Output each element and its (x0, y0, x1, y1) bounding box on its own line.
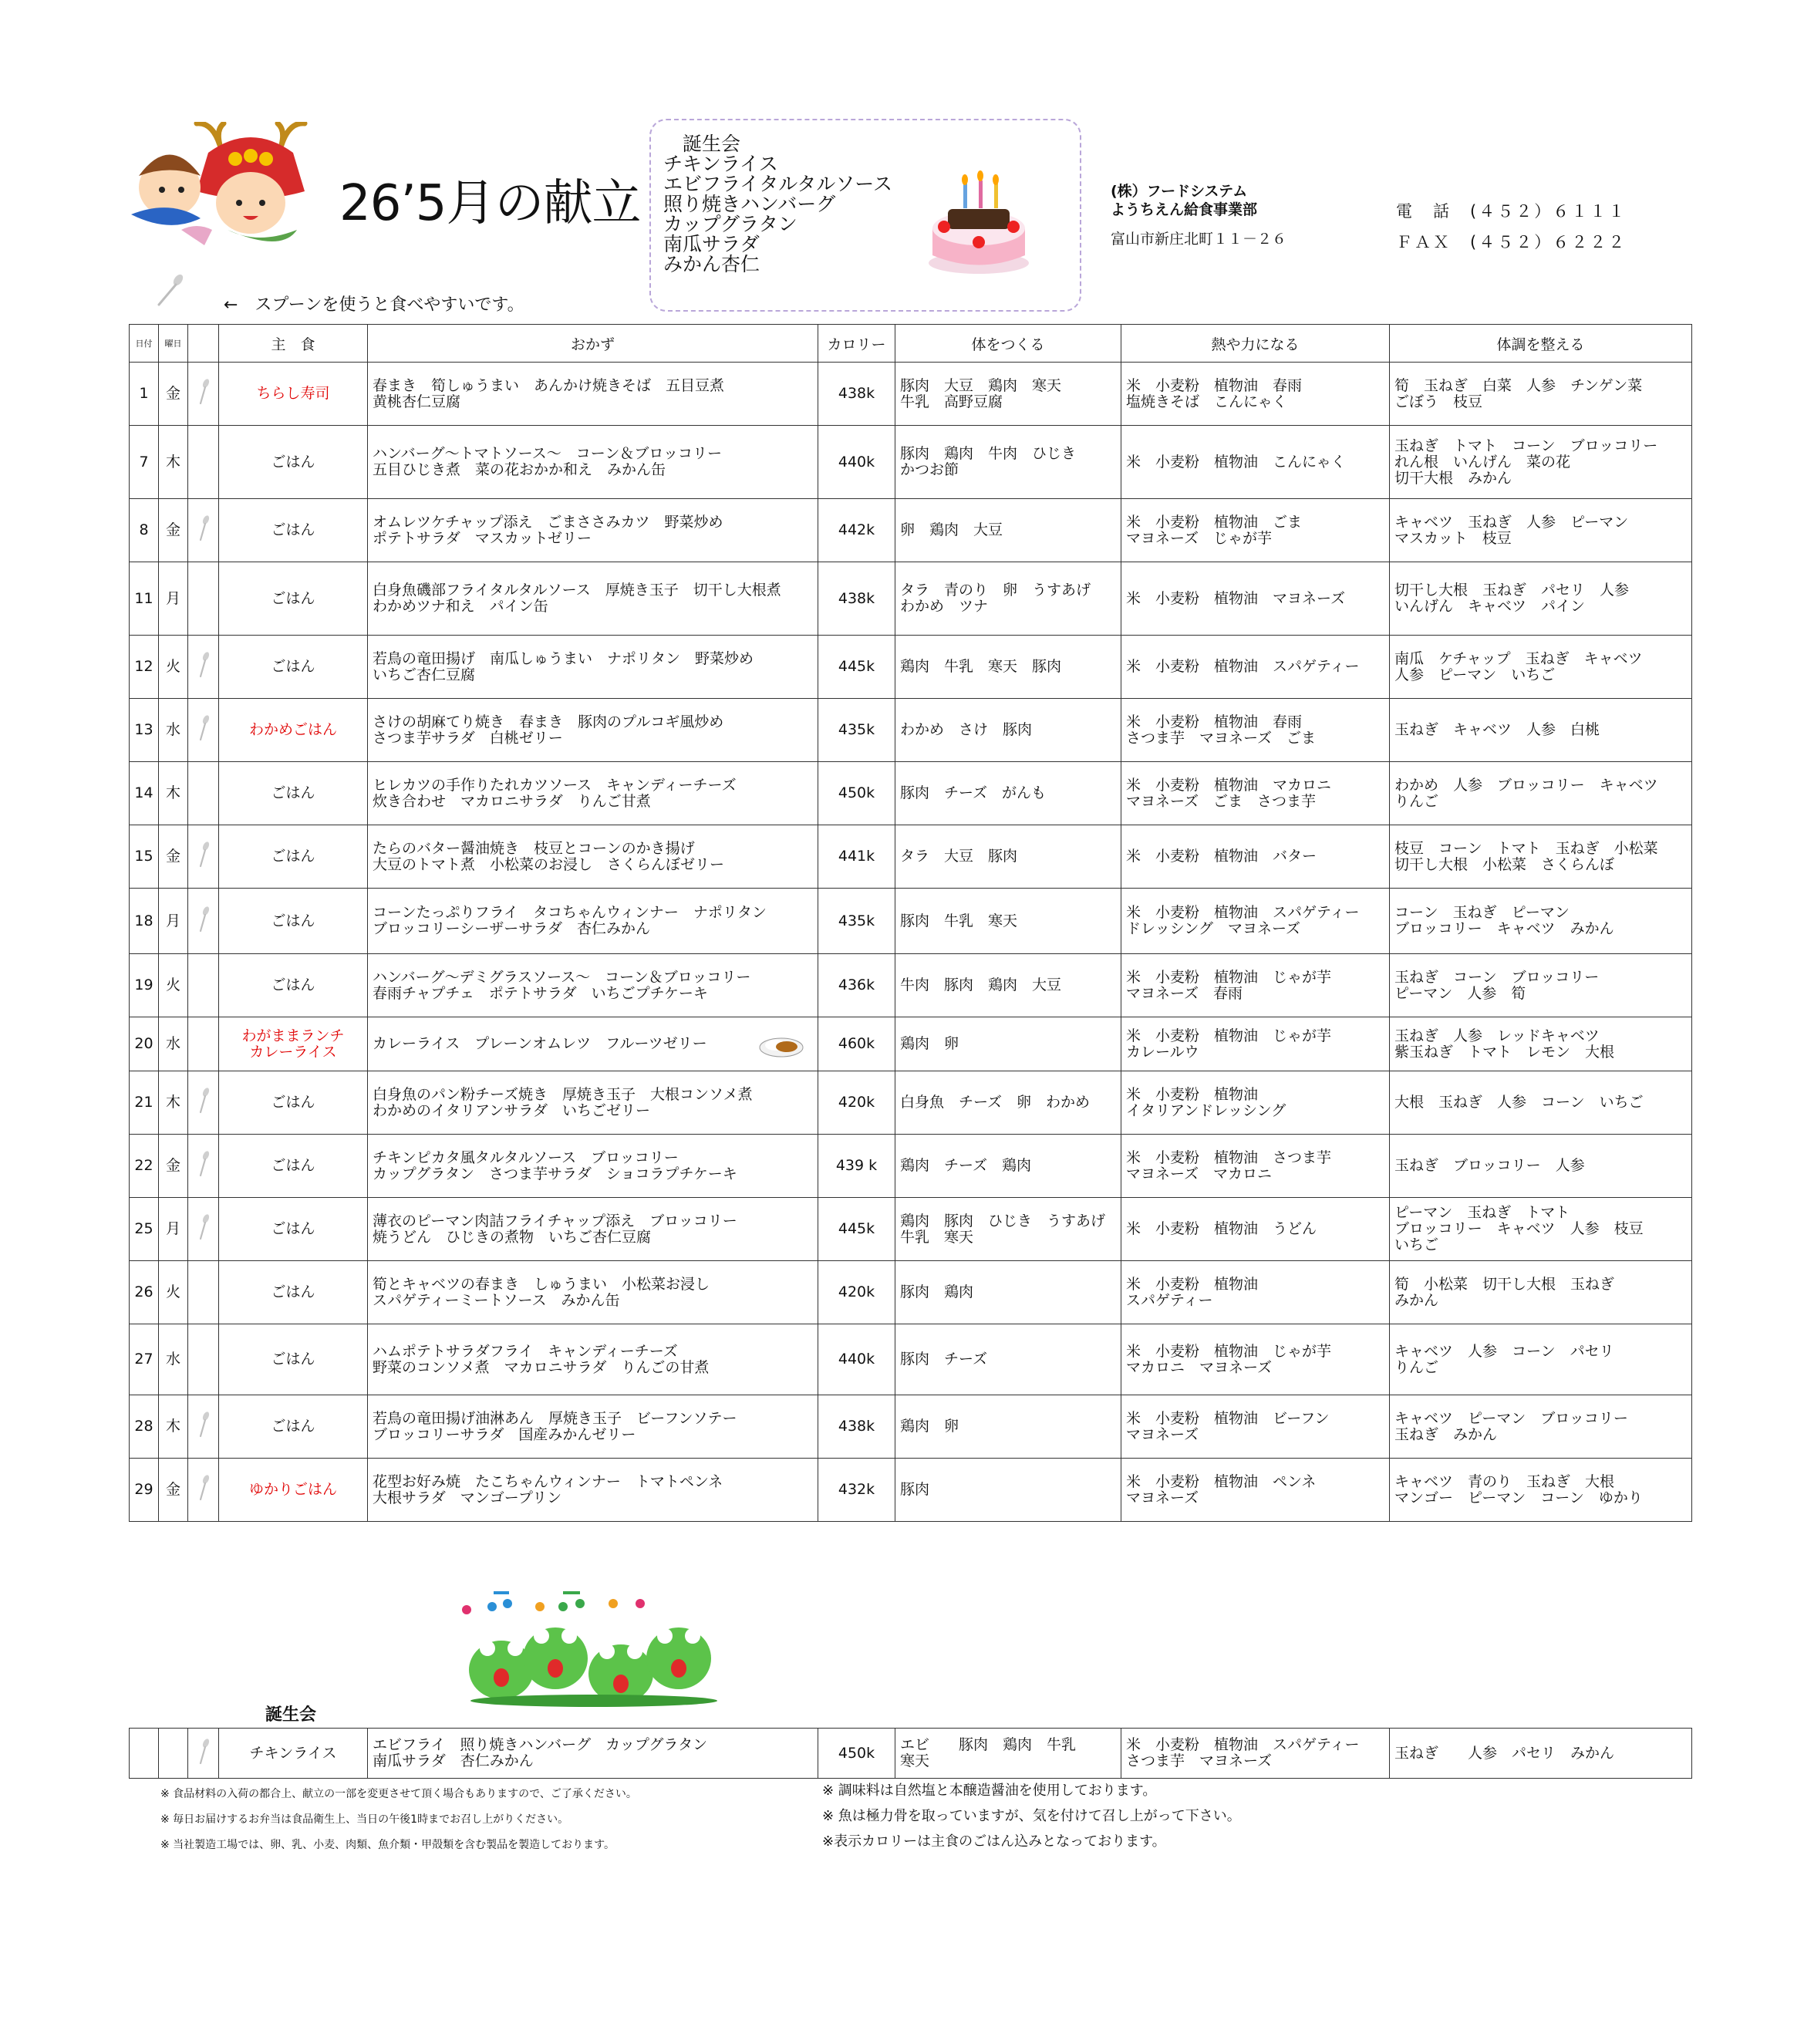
staple-cell: ごはん (219, 1071, 368, 1135)
company-info (1111, 182, 1286, 248)
spoon-icon (197, 379, 210, 405)
spoon-icon (197, 1475, 210, 1501)
conditioning-cell: 枝豆 コーン トマト 玉ねぎ 小松菜 切干し大根 小松菜 さくらんぼ (1390, 825, 1692, 889)
date-cell: 12 (130, 636, 159, 699)
footnote: ※ 食品材料の入荷の都合上、献立の一部を変更させて頂く場合もありますので、ご了承ください。 (160, 1788, 637, 1800)
spoon-icon (197, 652, 210, 678)
side-dishes-text: ハムポテトサラダフライ キャンディーチーズ 野菜のコンソメ煮 マカロニサラダ りんごの甘煮 (373, 1342, 710, 1376)
page-title: 26’5月の献立 (339, 175, 641, 232)
calorie-cell: 440k (818, 426, 895, 499)
birthday-cake-illustration (921, 167, 1037, 282)
staple-cell: ごはん (219, 1261, 368, 1324)
spoon-icon (197, 515, 210, 541)
calorie-cell: 438k (818, 562, 895, 636)
calorie-cell: 460k (818, 1017, 895, 1071)
footnotes-right (822, 1778, 1241, 1854)
staple-cell: ごはん (219, 762, 368, 825)
calorie-cell: 438k (818, 363, 895, 426)
company-dept: ようちえん給食事業部 (1111, 201, 1258, 218)
spoon-cell (188, 889, 219, 954)
conditioning-cell: キャベツ 玉ねぎ 人参 ピーマン マスカット 枝豆 (1390, 499, 1692, 562)
staple-cell: ごはん (219, 1198, 368, 1261)
date-cell: 7 (130, 426, 159, 499)
energy-cell: 米 小麦粉 植物油 じゃが芋 マカロニ マヨネーズ (1121, 1324, 1390, 1395)
weekday-cell: 木 (159, 1071, 188, 1135)
footnote: ※ 調味料は自然塩と本醸造醤油を使用しております。 (822, 1783, 1157, 1799)
weekday-cell: 金 (159, 1459, 188, 1522)
side-dishes-text: 白身魚のパン粉チーズ焼き 厚焼き玉子 大根コンソメ煮 わかめのイタリアンサラダ いちごゼリー (373, 1085, 753, 1119)
body-building-cell: 豚肉 鶏肉 牛肉 ひじき かつお節 (895, 426, 1121, 499)
side-dishes-cell (368, 1017, 818, 1071)
menu-row (130, 363, 1692, 426)
weekday-cell: 月 (159, 889, 188, 954)
energy-cell: 米 小麦粉 植物油 ペンネ マヨネーズ (1121, 1459, 1390, 1522)
side-dishes-text: チキンピカタ風タルタルソース ブロッコリー カップグラタン さつま芋サラダ ショコラプチケーキ (373, 1148, 737, 1182)
body-building-cell: 豚肉 (895, 1459, 1121, 1522)
header-body-building: 体をつくる (895, 325, 1121, 363)
date-cell: 29 (130, 1459, 159, 1522)
conditioning-cell: 玉ねぎ トマト コーン ブロッコリー れん根 いんげん 菜の花 切干大根 みかん (1390, 426, 1692, 499)
menu-row (130, 699, 1692, 762)
side-dishes-cell (368, 499, 818, 562)
header-spoon (188, 325, 219, 363)
spoon-cell (188, 1395, 219, 1459)
conditioning-cell: 大根 玉ねぎ 人参 コーン いちご (1390, 1071, 1692, 1135)
side-dishes-text: カレーライス プレーンオムレツ フルーツゼリー (373, 1035, 707, 1052)
body-building-cell: 豚肉 チーズ がんも (895, 762, 1121, 825)
conditioning-cell: 玉ねぎ キャベツ 人参 白桃 (1390, 699, 1692, 762)
body-building-cell: 鶏肉 チーズ 鶏肉 (895, 1135, 1121, 1198)
energy-cell: 米 小麦粉 植物油 じゃが芋 マヨネーズ 春雨 (1121, 954, 1390, 1017)
staple-cell: ごはん (219, 499, 368, 562)
birthday-menu-item: みかん杏仁 (663, 253, 760, 275)
conditioning-cell: 南瓜 ケチャップ 玉ねぎ キャベツ 人参 ピーマン いちご (1390, 636, 1692, 699)
weekday-cell: 木 (159, 426, 188, 499)
side-dishes-cell (368, 699, 818, 762)
calorie-cell: 436k (818, 954, 895, 1017)
side-dishes-cell (368, 636, 818, 699)
menu-row (130, 1261, 1692, 1324)
date-cell: 13 (130, 699, 159, 762)
weekday-cell: 木 (159, 762, 188, 825)
date-cell: 26 (130, 1261, 159, 1324)
side-dishes-cell (368, 1198, 818, 1261)
body-building-cell: 鶏肉 卵 (895, 1017, 1121, 1071)
spoon-cell (188, 1135, 219, 1198)
side-dishes-cell (368, 1324, 818, 1395)
spoon-icon (197, 906, 210, 933)
energy-cell: 米 小麦粉 植物油 イタリアンドレッシング (1121, 1071, 1390, 1135)
menu-row (130, 1135, 1692, 1198)
conditioning-cell: 玉ねぎ コーン ブロッコリー ピーマン 人参 筍 (1390, 954, 1692, 1017)
energy-cell: 米 小麦粉 植物油 うどん (1121, 1198, 1390, 1261)
energy-cell: 米 小麦粉 植物油 ごま マヨネーズ じゃが芋 (1121, 499, 1390, 562)
spoon-icon (197, 842, 210, 868)
birthday-menu-item: 照り焼きハンバーグ (663, 193, 836, 215)
energy-cell: 米 小麦粉 植物油 春雨 塩焼きそば こんにゃく (1121, 363, 1390, 426)
menu-row (130, 636, 1692, 699)
side-dishes-text: 筍とキャベツの春まき しゅうまい 小松菜お浸し スパゲティーミートソース みかん缶 (373, 1275, 710, 1309)
side-dishes-cell (368, 1261, 818, 1324)
weekday-cell: 水 (159, 699, 188, 762)
birthday-menu-box (649, 119, 1081, 312)
spoon-icon (197, 715, 210, 741)
staple-cell: ごはん (219, 562, 368, 636)
calorie-cell: 442k (818, 499, 895, 562)
energy-cell: 米 小麦粉 植物油 ビーフン マヨネーズ (1121, 1395, 1390, 1459)
weekday-cell: 金 (159, 499, 188, 562)
date-cell: 8 (130, 499, 159, 562)
side-dishes-cell (368, 1459, 818, 1522)
birthday-weekday-cell (159, 1729, 188, 1779)
birthday-main-cell: チキンライス (219, 1729, 368, 1779)
staple-cell: ごはん (219, 889, 368, 954)
birthday-menu-item: エビフライタルタルソース (663, 173, 893, 195)
conditioning-cell: わかめ 人参 ブロッコリー キャベツ りんご (1390, 762, 1692, 825)
header-side-dishes: おかず (368, 325, 818, 363)
side-dishes-cell (368, 825, 818, 889)
conditioning-cell: 筍 小松菜 切干し大根 玉ねぎ みかん (1390, 1261, 1692, 1324)
side-dishes-cell (368, 1135, 818, 1198)
footnote: ※ 毎日お届けするお弁当は食品衛生上、当日の午後1時までお召し上がりください。 (160, 1813, 569, 1826)
calorie-cell: 445k (818, 1198, 895, 1261)
date-cell: 1 (130, 363, 159, 426)
energy-cell: 米 小麦粉 植物油 スパゲティー ドレッシング マヨネーズ (1121, 889, 1390, 954)
menu-row (130, 1395, 1692, 1459)
spoon-cell (188, 1261, 219, 1324)
side-dishes-cell (368, 363, 818, 426)
energy-cell: 米 小麦粉 植物油 マカロニ マヨネーズ ごま さつま芋 (1121, 762, 1390, 825)
menu-row (130, 1459, 1692, 1522)
spoon-icon (197, 1739, 210, 1765)
menu-row (130, 1198, 1692, 1261)
side-dishes-text: コーンたっぷりフライ タコちゃんウィンナー ナポリタン ブロッコリーシーザーサラダ 杏仁みかん (373, 904, 767, 937)
menu-row (130, 562, 1692, 636)
staple-cell: ごはん (219, 954, 368, 1017)
energy-cell: 米 小麦粉 植物油 じゃが芋 カレールウ (1121, 1017, 1390, 1071)
menu-row (130, 825, 1692, 889)
side-dishes-cell (368, 889, 818, 954)
menu-row (130, 762, 1692, 825)
company-name: (株）フードシステム (1111, 183, 1248, 200)
date-cell: 28 (130, 1395, 159, 1459)
body-building-cell: 豚肉 鶏肉 (895, 1261, 1121, 1324)
staple-cell: ごはん (219, 1135, 368, 1198)
spoon-icon (197, 1088, 210, 1114)
weekday-cell: 金 (159, 363, 188, 426)
calorie-cell: 420k (818, 1071, 895, 1135)
menu-row (130, 426, 1692, 499)
body-building-cell: 豚肉 牛乳 寒天 (895, 889, 1121, 954)
conditioning-cell: 筍 玉ねぎ 白菜 人参 チンゲン菜 ごぼう 枝豆 (1390, 363, 1692, 426)
calorie-cell: 445k (818, 636, 895, 699)
menu-row (130, 1071, 1692, 1135)
spoon-cell (188, 1071, 219, 1135)
side-dishes-text: たらのバター醤油焼き 枝豆とコーンのかき揚げ 大豆のトマト煮 小松菜のお浸し さくらんぼゼリー (373, 839, 725, 873)
side-dishes-text: ヒレカツの手作りたれカツソース キャンディーチーズ 炊き合わせ マカロニサラダ りんご甘煮 (373, 776, 737, 810)
calorie-cell: 439 k (818, 1135, 895, 1198)
birthday-table (129, 1728, 1692, 1779)
conditioning-cell: 玉ねぎ ブロッコリー 人参 (1390, 1135, 1692, 1198)
side-dishes-cell (368, 762, 818, 825)
staple-cell: ごはん (219, 636, 368, 699)
birthday-menu-item: 誕生会 (663, 133, 741, 155)
kids-festival-illustration (127, 122, 324, 253)
energy-cell: 米 小麦粉 植物油 スパゲティー (1121, 636, 1390, 699)
side-dishes-text: 若鳥の竜田揚げ 南瓜しゅうまい ナポリタン 野菜炒め いちご杏仁豆腐 (373, 649, 754, 683)
birthday-side-cell: エビフライ 照り焼きハンバーグ カップグラタン 南瓜サラダ 杏仁みかん (368, 1729, 818, 1779)
spoon-icon (197, 1214, 210, 1240)
company-contact (1396, 196, 1627, 258)
menu-row (130, 499, 1692, 562)
side-dishes-text: さけの胡麻てり焼き 春まき 豚肉のプルコギ風炒め さつま芋サラダ 白桃ゼリー (373, 713, 724, 747)
birthday-body-cell: エビ 豚肉 鶏肉 牛乳 寒天 (895, 1729, 1121, 1779)
staple-cell: ごはん (219, 825, 368, 889)
body-building-cell: タラ 大豆 豚肉 (895, 825, 1121, 889)
header-date: 日付 (130, 325, 159, 363)
conditioning-cell: 玉ねぎ 人参 レッドキャベツ 紫玉ねぎ トマト レモン 大根 (1390, 1017, 1692, 1071)
header-weekday: 曜日 (159, 325, 188, 363)
spoon-cell (188, 1017, 219, 1071)
date-cell: 15 (130, 825, 159, 889)
birthday-menu-item: チキンライス (663, 153, 778, 175)
company-fax: ＦＡＸ (４５２）６２２２ (1396, 233, 1627, 251)
calorie-cell: 441k (818, 825, 895, 889)
weekday-cell: 水 (159, 1017, 188, 1071)
footnote: ※ 当社製造工場では、卵、乳、小麦、肉類、魚介類・甲殻類を含む製品を製造しております。 (160, 1839, 615, 1851)
side-dishes-text: 薄衣のピーマン肉詰フライチャップ添え ブロッコリー 焼うどん ひじきの煮物 いちご杏仁豆腐 (373, 1212, 737, 1246)
weekday-cell: 金 (159, 825, 188, 889)
menu-header-row (130, 325, 1692, 363)
side-dishes-cell (368, 1395, 818, 1459)
menu-row (130, 1017, 1692, 1071)
birthday-section-label: 誕生会 (265, 1705, 317, 1725)
singing-frogs-illustration (455, 1585, 748, 1708)
staple-cell: わがままランチ カレーライス (219, 1017, 368, 1071)
spoon-icon (197, 1151, 210, 1177)
conditioning-cell: キャベツ 人参 コーン パセリ りんご (1390, 1324, 1692, 1395)
body-building-cell: 鶏肉 豚肉 ひじき うすあげ 牛乳 寒天 (895, 1198, 1121, 1261)
body-building-cell: 豚肉 チーズ (895, 1324, 1121, 1395)
spoon-cell (188, 1459, 219, 1522)
body-building-cell: 牛肉 豚肉 鶏肉 大豆 (895, 954, 1121, 1017)
date-cell: 21 (130, 1071, 159, 1135)
calorie-cell: 435k (818, 889, 895, 954)
menu-row (130, 889, 1692, 954)
company-phone: 電 話 (４５２）６１１１ (1396, 202, 1627, 221)
spoon-cell (188, 499, 219, 562)
spoon-cell (188, 825, 219, 889)
spoon-icon (154, 274, 185, 309)
body-building-cell: タラ 青のり 卵 うすあげ わかめ ツナ (895, 562, 1121, 636)
weekday-cell: 火 (159, 636, 188, 699)
staple-cell: ごはん (219, 1324, 368, 1395)
energy-cell: 米 小麦粉 植物油 スパゲティー (1121, 1261, 1390, 1324)
side-dishes-text: 若鳥の竜田揚げ油淋あん 厚焼き玉子 ビーフンソテー ブロッコリーサラダ 国産みかんゼリー (373, 1409, 737, 1443)
staple-cell: ごはん (219, 1395, 368, 1459)
spoon-cell (188, 699, 219, 762)
side-dishes-text: 花型お好み焼 たこちゃんウィンナー トマトペンネ 大根サラダ マンゴープリン (373, 1472, 723, 1506)
conditioning-cell: ピーマン 玉ねぎ トマト ブロッコリー キャベツ 人参 枝豆 いちご (1390, 1198, 1692, 1261)
date-cell: 14 (130, 762, 159, 825)
birthday-cal-cell: 450k (818, 1729, 895, 1779)
calorie-cell: 450k (818, 762, 895, 825)
energy-cell: 米 小麦粉 植物油 さつま芋 マヨネーズ マカロニ (1121, 1135, 1390, 1198)
spoon-cell (188, 426, 219, 499)
weekday-cell: 月 (159, 1198, 188, 1261)
weekday-cell: 水 (159, 1324, 188, 1395)
footnote: ※表示カロリーは主食のごはん込みとなっております。 (822, 1833, 1166, 1850)
footnote: ※ 魚は極力骨を取っていますが、気を付けて召し上がって下さい。 (822, 1808, 1241, 1824)
spoon-cell (188, 562, 219, 636)
energy-cell: 米 小麦粉 植物油 春雨 さつま芋 マヨネーズ ごま (1121, 699, 1390, 762)
body-building-cell: 豚肉 大豆 鶏肉 寒天 牛乳 高野豆腐 (895, 363, 1121, 426)
body-building-cell: 卵 鶏肉 大豆 (895, 499, 1121, 562)
date-cell: 19 (130, 954, 159, 1017)
header-calories: カロリー (818, 325, 895, 363)
birthday-spoon-cell (188, 1729, 219, 1779)
side-dishes-cell (368, 954, 818, 1017)
menu-row (130, 954, 1692, 1017)
staple-cell: ごはん (219, 426, 368, 499)
date-cell: 20 (130, 1017, 159, 1071)
staple-cell: わかめごはん (219, 699, 368, 762)
spoon-cell (188, 954, 219, 1017)
birthday-energy-cell: 米 小麦粉 植物油 スパゲティー さつま芋 マヨネーズ (1121, 1729, 1390, 1779)
conditioning-cell: 切干し大根 玉ねぎ パセリ 人参 いんげん キャベツ パイン (1390, 562, 1692, 636)
body-building-cell: 鶏肉 卵 (895, 1395, 1121, 1459)
staple-cell: ちらし寿司 (219, 363, 368, 426)
energy-cell: 米 小麦粉 植物油 マヨネーズ (1121, 562, 1390, 636)
energy-cell: 米 小麦粉 植物油 バター (1121, 825, 1390, 889)
weekday-cell: 金 (159, 1135, 188, 1198)
calorie-cell: 420k (818, 1261, 895, 1324)
side-dishes-cell (368, 1071, 818, 1135)
calorie-cell: 440k (818, 1324, 895, 1395)
side-dishes-cell (368, 426, 818, 499)
energy-cell: 米 小麦粉 植物油 こんにゃく (1121, 426, 1390, 499)
conditioning-cell: キャベツ 青のり 玉ねぎ 大根 マンゴー ピーマン コーン ゆかり (1390, 1459, 1692, 1522)
header-energy: 熱や力になる (1121, 325, 1390, 363)
calorie-cell: 438k (818, 1395, 895, 1459)
conditioning-cell: コーン 玉ねぎ ピーマン ブロッコリー キャベツ みかん (1390, 889, 1692, 954)
spoon-cell (188, 762, 219, 825)
spoon-cell (188, 363, 219, 426)
calorie-cell: 435k (818, 699, 895, 762)
body-building-cell: 白身魚 チーズ 卵 わかめ (895, 1071, 1121, 1135)
spoon-icon (197, 1412, 210, 1438)
side-dishes-text: ハンバーグ～トマトソース～ コーン＆ブロッコリー 五目ひじき煮 菜の花おかか和え みかん缶 (373, 445, 722, 478)
date-cell: 25 (130, 1198, 159, 1261)
conditioning-cell: キャベツ ピーマン ブロッコリー 玉ねぎ みかん (1390, 1395, 1692, 1459)
date-cell: 27 (130, 1324, 159, 1395)
date-cell: 22 (130, 1135, 159, 1198)
curry-plate-icon (759, 1030, 804, 1058)
side-dishes-text: ハンバーグ～デミグラスソース～ コーン＆ブロッコリー 春雨チャプチェ ポテトサラダ いちごプチケーキ (373, 968, 751, 1002)
calorie-cell: 432k (818, 1459, 895, 1522)
menu-row (130, 1324, 1692, 1395)
footnotes-left (160, 1782, 637, 1858)
spoon-cell (188, 1198, 219, 1261)
body-building-cell: わかめ さけ 豚肉 (895, 699, 1121, 762)
menu-table (129, 324, 1692, 1522)
side-dishes-text: オムレツケチャップ添え ごまささみカツ 野菜炒め ポテトサラダ マスカットゼリー (373, 513, 723, 547)
body-building-cell: 鶏肉 牛乳 寒天 豚肉 (895, 636, 1121, 699)
header-conditioning: 体調を整える (1390, 325, 1692, 363)
birthday-date-cell (130, 1729, 159, 1779)
birthday-cond-cell: 玉ねぎ 人参 パセリ みかん (1390, 1729, 1692, 1779)
spoon-cell (188, 1324, 219, 1395)
weekday-cell: 木 (159, 1395, 188, 1459)
side-dishes-cell (368, 562, 818, 636)
date-cell: 18 (130, 889, 159, 954)
birthday-menu-item: 南瓜サラダ (663, 233, 760, 255)
side-dishes-text: 春まき 筍しゅうまい あんかけ焼きそば 五目豆煮 黄桃杏仁豆腐 (373, 376, 725, 410)
weekday-cell: 火 (159, 1261, 188, 1324)
birthday-row (130, 1729, 1692, 1779)
side-dishes-text: 白身魚磯部フライタルタルソース 厚焼き玉子 切干し大根煮 わかめツナ和え パイン缶 (373, 582, 781, 615)
weekday-cell: 火 (159, 954, 188, 1017)
birthday-menu-item: カップグラタン (663, 213, 797, 235)
staple-cell: ゆかりごはん (219, 1459, 368, 1522)
date-cell: 11 (130, 562, 159, 636)
birthday-menu-list (663, 134, 892, 275)
header-staple: 主 食 (219, 325, 368, 363)
company-address: 富山市新庄北町１１－２６ (1111, 231, 1287, 248)
spoon-note: ← スプーンを使うと食べやすいです。 (224, 295, 524, 315)
weekday-cell: 月 (159, 562, 188, 636)
spoon-cell (188, 636, 219, 699)
